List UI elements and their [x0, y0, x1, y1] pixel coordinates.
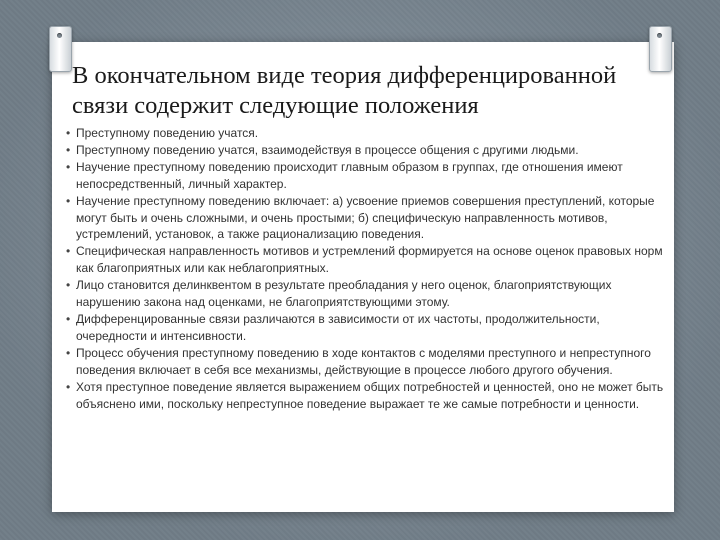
- bullet-text: Научение преступному поведению включает: а) усвоение приемов совершения преступлений, которые могут быть и очень сложными, и очень простыми; б) специфическую направленность мотивов, устремлений, установок, а также рационализацию поведения.: [76, 193, 655, 242]
- bullet-marker: •: [66, 244, 71, 259]
- bullet-text: Преступному поведению учатся, взаимодействуя в процессе общения с другими людьми.: [76, 142, 579, 157]
- bullet-text: Процесс обучения преступному поведению в ходе контактов с моделями преступного и непреступного поведения включает в себя все механизмы, действующие в процессе любого другого обучения.: [76, 345, 651, 377]
- bullet-text: Дифференцированные связи различаются в зависимости от их частоты, продолжительности, очередности и интенсивности.: [76, 311, 600, 343]
- bullet-item: [59, 379, 665, 413]
- bullet-marker: •: [66, 159, 71, 174]
- bullet-text: Научение преступному поведению происходит главным образом в группах, где отношения имеют непосредственный, личный характер.: [76, 159, 623, 191]
- bullet-marker: •: [66, 193, 71, 208]
- bullet-marker: •: [66, 278, 71, 293]
- bullet-text: Хотя преступное поведение является выражением общих потребностей и ценностей, оно не может быть объяснено ими, поскольку непреступное поведение выражает те же самые потребности и ценности.: [76, 379, 664, 411]
- bullet-marker: •: [66, 142, 71, 157]
- bullet-item: [59, 142, 665, 159]
- bullet-item: [59, 193, 665, 244]
- binder-tab-left: [49, 26, 72, 72]
- bullet-marker: •: [66, 379, 71, 394]
- bullet-item: [59, 311, 665, 345]
- bullet-item: [59, 345, 665, 379]
- bullet-list: [59, 125, 665, 412]
- bullet-item: [59, 243, 665, 277]
- bullet-item: [59, 125, 665, 142]
- bullet-text: Специфическая направленность мотивов и устремлений формируется на основе оценок правовых норм как благоприятных или как неблагоприятных.: [76, 244, 663, 276]
- bullet-item: [59, 159, 665, 193]
- bullet-text: Преступному поведению учатся.: [76, 126, 259, 140]
- bullet-marker: •: [66, 345, 71, 360]
- bullet-text: Лицо становится делинквентом в результате преобладания у него оценок, благоприятствующих нарушению закона над оценками, не благоприятствующими этому.: [76, 278, 612, 310]
- bullet-marker: •: [66, 126, 71, 140]
- bullet-item: [59, 277, 665, 311]
- slide-title: В окончательном виде теория дифференцированной связи содержит следующие положения: [72, 62, 617, 119]
- bullet-marker: •: [66, 311, 71, 326]
